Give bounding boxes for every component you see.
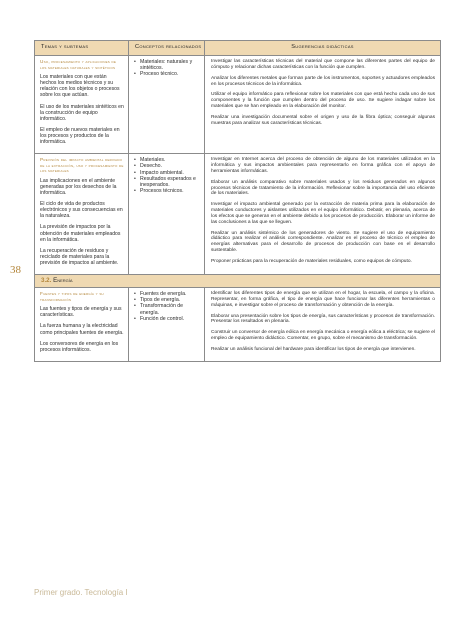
suggestion-paragraph: Construir un conversor de energía eólica en energía mecánica o energía eólica a eléctrica; se sugiere el empleo de equipamiento didáctico. Comentar, en grupo, sobre el mecanismo de transformación.: [211, 330, 435, 342]
concept-item: • Impacto ambiental.: [134, 170, 200, 176]
concept-item: • Materiales.: [134, 157, 200, 163]
suggestion-paragraph: Utilizar el equipo informático para reflexionar sobre los materiales con que está hecho cada uno de sus componentes y la función que cumplen dentro del proceso de uso. Se sugiere indagar sobre los materiales que se han empleado en la elaboración del monitor.: [211, 92, 435, 110]
concepts-cell: [129, 288, 205, 361]
suggestions-cell: [205, 154, 440, 274]
table-row: [35, 56, 440, 154]
section-header: [35, 275, 440, 288]
topic-paragraph: La fuerza humana y la electricidad como principales fuentes de energía.: [40, 323, 124, 336]
concept-item: • Resultados esperados e inesperados.: [134, 176, 200, 188]
concept-item: • Procesos técnicos.: [134, 188, 200, 194]
concept-list: [134, 157, 200, 194]
topic-title: Previsión del impacto ambiental derivado de la extracción, uso y procesamiento de los materiales: [40, 157, 124, 174]
suggestions-cell: [205, 56, 440, 153]
section-title: [35, 275, 73, 287]
topic-cell: [35, 288, 129, 361]
suggestion-paragraph: Realizar una investigación documental sobre el origen y uso de la fibra óptica; conseguir algunas muestras para analizar sus características técnicas.: [211, 114, 435, 126]
suggestion-paragraph: Realizar un análisis funcional del hardware para identificar los tipos de energía que intervienen.: [211, 346, 416, 352]
topic-cell: [35, 154, 129, 274]
suggestion-paragraph: Elaborar una presentación sobre los tipos de energía, sus características y procesos de transformación. Presentar los resultados en plenaria.: [211, 313, 435, 325]
topic-paragraph: El ciclo de vida de productos electrónicos y sus consecuencias en la naturaleza.: [40, 201, 123, 220]
concept-item: • Tipos de energía.: [134, 297, 200, 303]
concepts-cell: [129, 154, 205, 274]
topic-paragraph: La previsión de impactos por la obtención de materiales empleados en la informática.: [40, 224, 121, 243]
suggestion-paragraph: Investigar las características técnicas del material que compone las diferentes partes del equipo de cómputo y relacionar dichas características con la función que cumplen.: [211, 59, 435, 70]
header-topics: Temas y subtemas: [35, 41, 129, 55]
suggestion-paragraph: Proponer prácticas para la recuperación de materiales residuales, como equipos de cómputo.: [211, 258, 412, 264]
topic-title: Fuentes y tipos de energía y su transformación: [40, 291, 104, 302]
suggestion-paragraph: Identificar los diferentes tipos de energía que se utilizan en el hogar, la escuela, el campo y la oficina. Representar, en forma gráfica, el tipo de energía que hace funcionar las diferentes herramientas o máquinas, e investigar sobre el proceso de transformación y obtención de la energía.: [211, 291, 435, 308]
header-concepts: Conceptos relacionados: [129, 41, 205, 55]
suggestion-paragraph: Analizar los diferentes metales que forman parte de los instrumentos, soportes y actuadores empleados en los procesos técnicos de la informática.: [211, 75, 435, 87]
topic-title: Uso, procesamiento y aplicaciones de los materiales naturales y sintéticos: [40, 59, 117, 70]
concept-item: • Función de control.: [134, 316, 200, 322]
table-header: [35, 41, 440, 56]
concept-item: • Proceso técnico.: [134, 71, 200, 77]
concept-list: [134, 59, 200, 78]
topic-cell: [35, 56, 129, 153]
header-suggestions: Sugerencias didácticas: [291, 44, 354, 50]
topic-paragraph: Los conversores de energía en los procesos informáticos.: [40, 340, 119, 353]
suggestion-paragraph: Investigar el impacto ambiental generado por la extracción de materia prima para la elaboración de materiales conductores y aislantes utilizados en el equipo informático. Debatir, en plenaria, acerca de los efectos que se generan en el ambiente debido a los procesos de producción. Elaborar un informe de las conclusiones a las que se lleguen.: [211, 202, 435, 225]
topic-paragraph: Las fuentes y tipos de energía y sus características.: [40, 306, 122, 319]
suggestion-paragraph: Elaborar un análisis comparativo sobre materiales usados y los residuos generados en algunos procesos técnicos de tratamiento de la información. Reflexionar sobre la importancia del uso eficiente de los materiales.: [211, 179, 435, 197]
curriculum-table: [34, 40, 441, 362]
table-row: [35, 288, 440, 361]
table-row: [35, 154, 440, 275]
section-number: 3.2.: [41, 277, 52, 285]
topic-paragraph: El empleo de nuevos materiales en los procesos y productos de la informática.: [40, 126, 120, 146]
page-number: 38: [10, 264, 21, 276]
topic-paragraph: La recuperación de residuos y reciclado de materiales para la previsión de impactos al ambiente.: [40, 247, 119, 266]
suggestion-paragraph: Investigar en Internet acerca del proceso de obtención de alguno de los materiales utilizados en la informática y sus impactos ambientales para representarlo en forma gráfica con el apoyo de herramientas informáticas.: [211, 157, 435, 174]
concept-item: • Transformación de energía.: [134, 303, 200, 315]
concept-item: • Desecho.: [134, 163, 200, 169]
concept-list: [134, 291, 200, 322]
concept-item: • Materiales: naturales y sintéticos.: [134, 59, 200, 71]
footer-text: Primer grado. Tecnología I: [34, 588, 128, 597]
suggestions-cell: [205, 288, 440, 361]
concepts-cell: [129, 56, 205, 153]
suggestion-paragraph: Realizar un análisis sistémico de los generadores de viento. Se sugiere el uso de equipamiento didáctico para realizar el análisis correspondiente. Analizar en el proceso de técnico el empleo de energías alternativas para el desarrollo de procesos de producción con base en el desarrollo sustentable.: [211, 230, 435, 254]
topic-paragraph: El uso de los materiales sintéticos en la construcción de equipo informático.: [40, 103, 124, 122]
concept-item: • Fuentes de energía.: [134, 291, 200, 297]
topic-paragraph: Los materiales con que están hechos los medios técnicos y su relación con los objetos o procesos sobre los que actúan.: [40, 74, 120, 99]
topic-paragraph: Las implicaciones en el ambiente generadas por los desechos de la informática.: [40, 177, 117, 197]
section-label: Energía: [53, 277, 73, 285]
